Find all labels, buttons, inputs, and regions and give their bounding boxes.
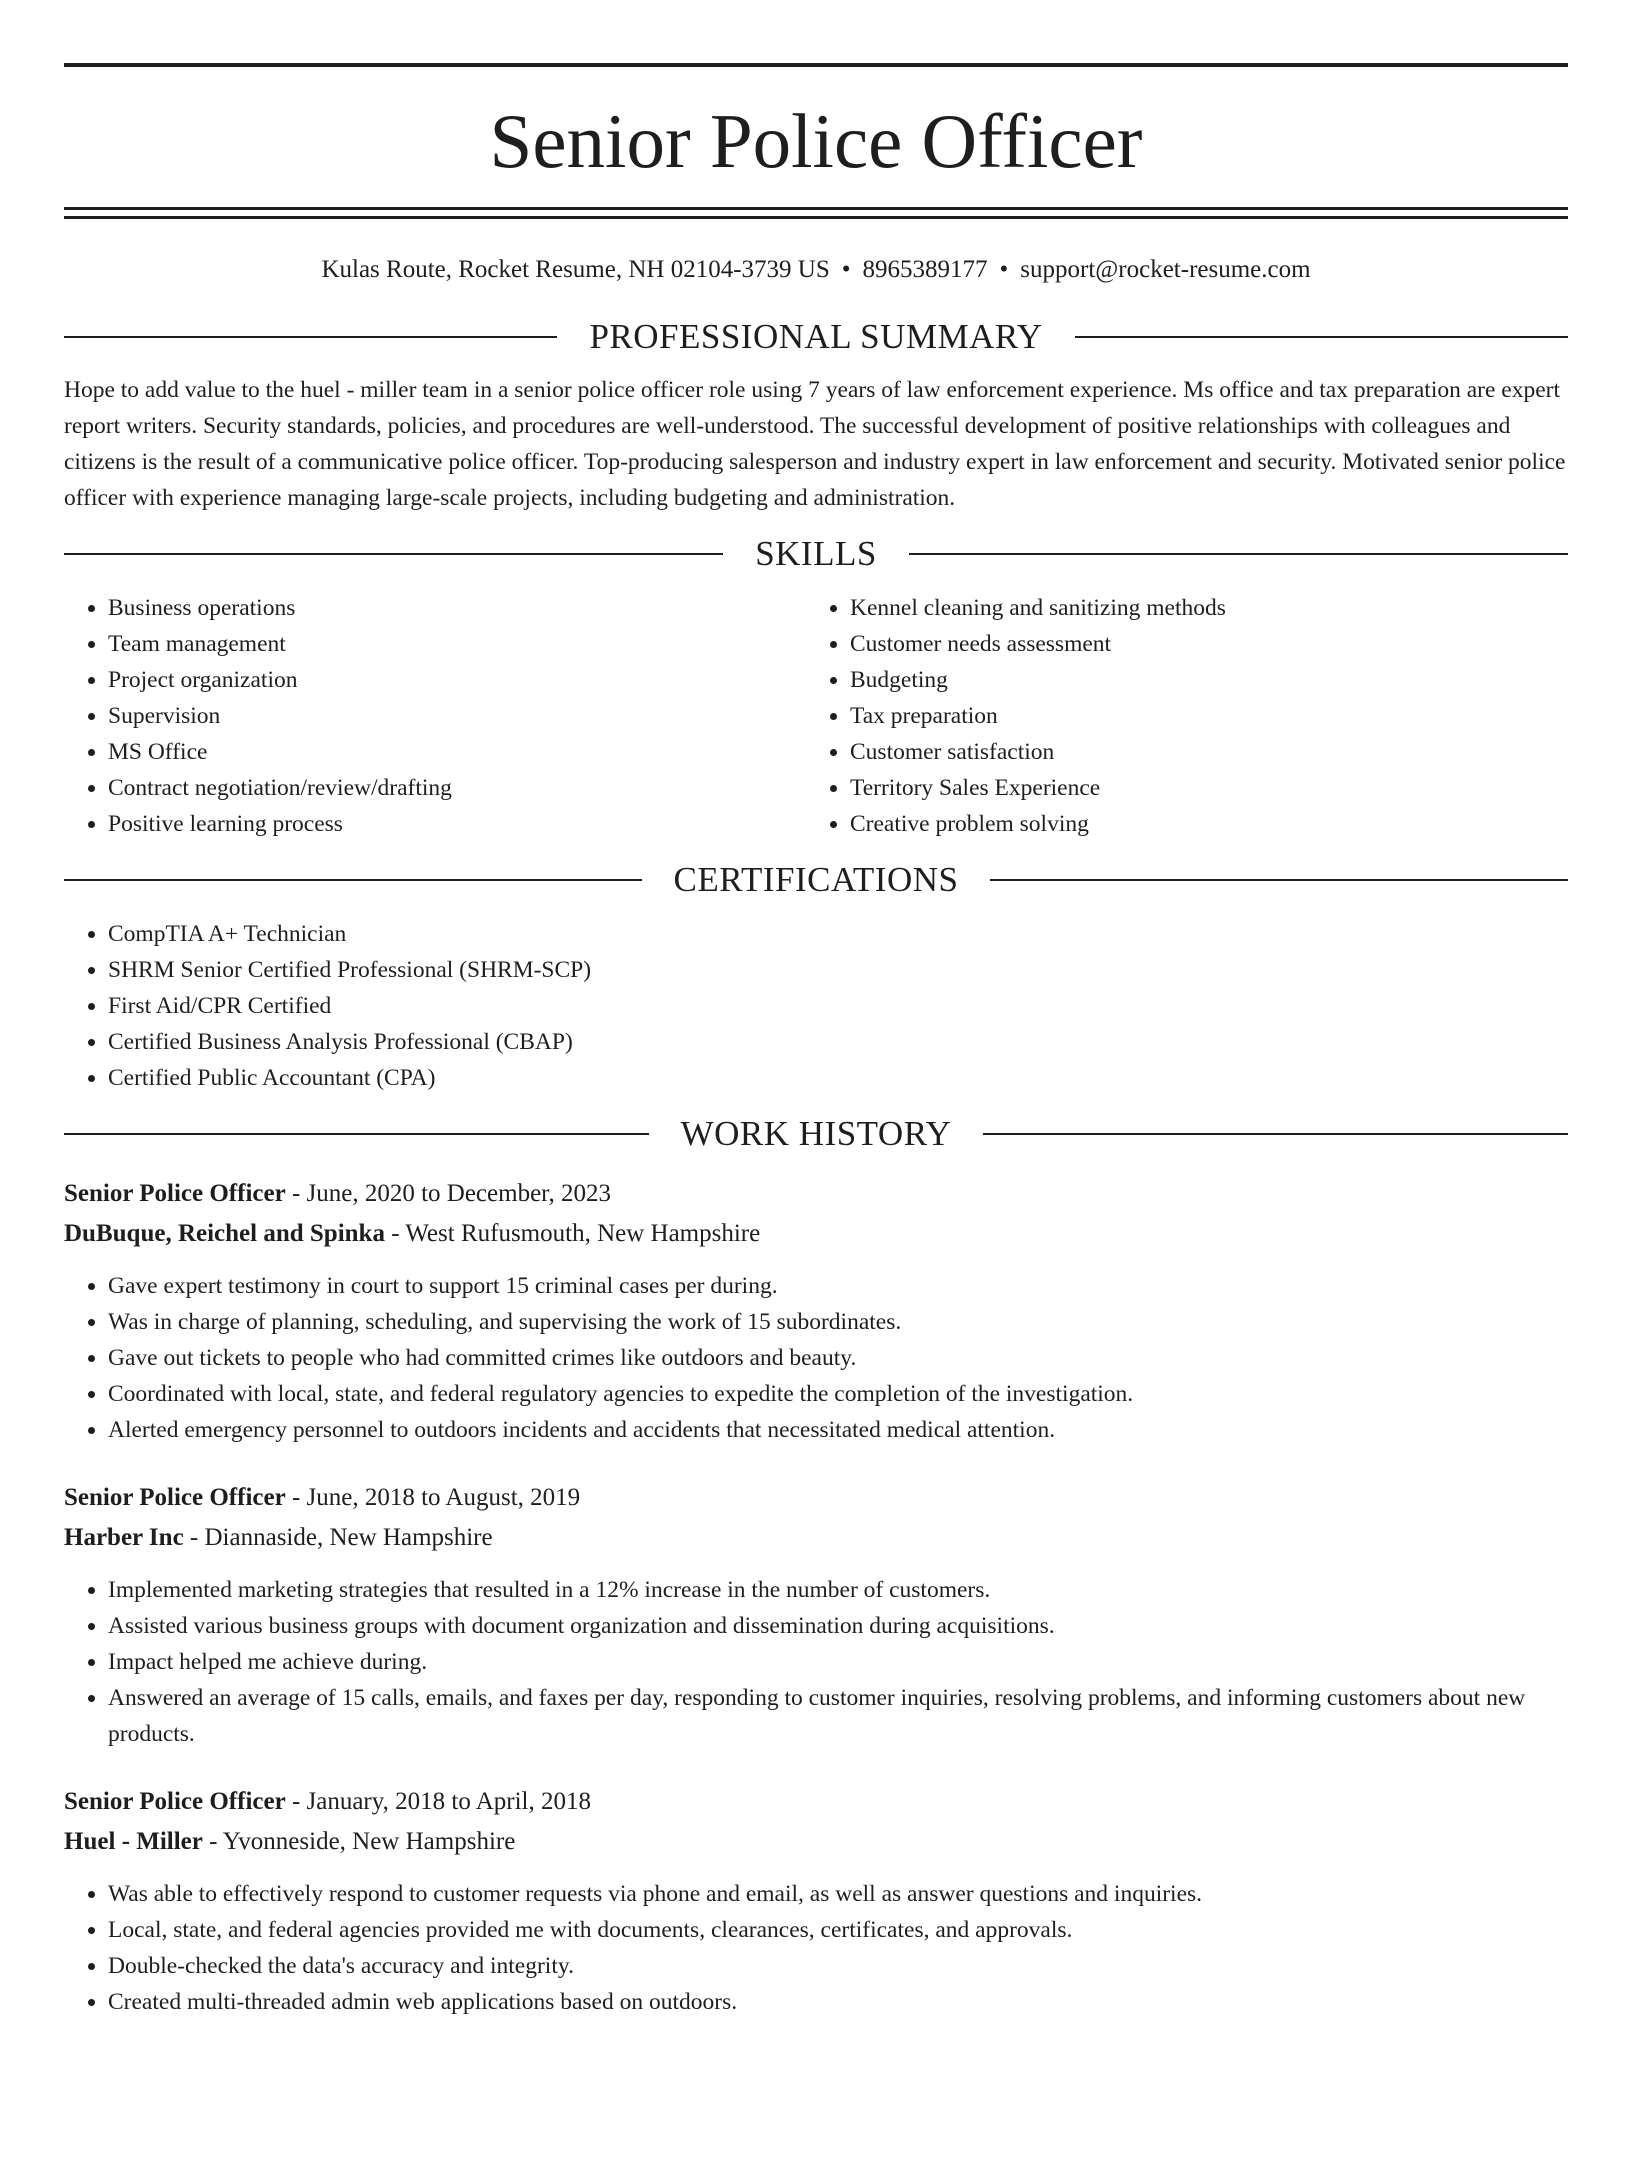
skills-heading-title: SKILLS <box>755 534 877 573</box>
skills-list-left <box>64 590 806 842</box>
list-item: • Creative problem solving <box>850 806 1548 842</box>
work-history-heading <box>64 1114 1568 1154</box>
certifications-heading <box>64 860 1568 900</box>
summary-heading <box>64 317 1568 357</box>
heading-rule-right <box>1075 336 1568 338</box>
skills-column-left <box>64 590 806 842</box>
heading-rule-right <box>983 1133 1568 1135</box>
list-item: • MS Office <box>108 734 806 770</box>
list-item: • Customer needs assessment <box>850 626 1548 662</box>
list-item: • Answered an average of 15 calls, emails, and faxes per day, responding to customer inquiries, resolving problems, and informing customers about new products. <box>108 1680 1568 1752</box>
list-item: • Local, state, and federal agencies provided me with documents, clearances, certificates, and approvals. <box>108 1912 1568 1948</box>
list-item: • Kennel cleaning and sanitizing methods <box>850 590 1548 626</box>
list-item: • Implemented marketing strategies that resulted in a 12% increase in the number of customers. <box>108 1572 1568 1608</box>
list-item: • Team management <box>108 626 806 662</box>
job-dates: - June, 2020 to December, 2023 <box>285 1180 611 1207</box>
certifications-list <box>64 916 1568 1096</box>
contact-line <box>64 255 1568 285</box>
job-title-line <box>64 1174 1568 1214</box>
summary-text: Hope to add value to the huel - miller team in a senior police officer role using 7 years of law enforcement experience. Ms office and tax preparation are expert report writers. Security standards, policies, and procedures are well-understood. The successful development of positive relationships with colleagues and citizens is the result of a communicative police officer. Top-producing salesperson and industry expert in law enforcement and security. Motivated senior police officer with experience managing large-scale projects, including budgeting and administration. <box>64 377 1566 511</box>
list-item: • Project organization <box>108 662 806 698</box>
list-item: • Budgeting <box>850 662 1548 698</box>
job-location: - West Rufusmouth, New Hampshire <box>384 1220 761 1247</box>
job-title-line <box>64 1782 1568 1822</box>
job-entry <box>64 1782 1568 2020</box>
job-employer-line <box>64 1822 1568 1862</box>
summary-heading-title: PROFESSIONAL SUMMARY <box>589 317 1043 356</box>
list-item: • Coordinated with local, state, and federal regulatory agencies to expedite the completion of the investigation. <box>108 1376 1568 1412</box>
header-top-rule <box>64 63 1568 67</box>
heading-rule-right <box>909 553 1568 555</box>
contact-phone: 8965389177 <box>862 256 988 283</box>
list-item: • SHRM Senior Certified Professional (SHRM-SCP) <box>108 952 1568 988</box>
list-item: • Created multi-threaded admin web applications based on outdoors. <box>108 1984 1568 2020</box>
job-entry <box>64 1478 1568 1752</box>
skills-column-right <box>806 590 1548 842</box>
work-history-heading-title: WORK HISTORY <box>680 1114 952 1153</box>
list-item: • CompTIA A+ Technician <box>108 916 1568 952</box>
list-item: • First Aid/CPR Certified <box>108 988 1568 1024</box>
contact-separator: • <box>999 256 1009 283</box>
list-item: • Business operations <box>108 590 806 626</box>
list-item: • Was able to effectively respond to customer requests via phone and email, as well as answer questions and inquiries. <box>108 1876 1568 1912</box>
contact-separator: • <box>841 256 851 283</box>
list-item: • Gave expert testimony in court to support 15 criminal cases per during. <box>108 1268 1568 1304</box>
heading-rule-left <box>64 1133 649 1135</box>
list-item: • Double-checked the data's accuracy and integrity. <box>108 1948 1568 1984</box>
heading-rule-left <box>64 553 723 555</box>
certifications-heading-title: CERTIFICATIONS <box>673 860 959 899</box>
contact-email[interactable]: support@rocket-resume.com <box>1020 256 1311 283</box>
job-bullets <box>64 1572 1568 1752</box>
job-title-line <box>64 1478 1568 1518</box>
list-item: • Contract negotiation/review/drafting <box>108 770 806 806</box>
list-item: • Territory Sales Experience <box>850 770 1548 806</box>
resume-page <box>0 63 1632 2175</box>
job-bullets <box>64 1876 1568 2020</box>
list-item: • Positive learning process <box>108 806 806 842</box>
list-item: • Gave out tickets to people who had committed crimes like outdoors and beauty. <box>108 1340 1568 1376</box>
job-location: - Yvonneside, New Hampshire <box>202 1828 516 1855</box>
list-item: • Customer satisfaction <box>850 734 1548 770</box>
list-item: • Assisted various business groups with document organization and dissemination during acquisitions. <box>108 1608 1568 1644</box>
skills-columns <box>64 590 1568 842</box>
heading-rule-right <box>990 879 1568 881</box>
job-title: Senior Police Officer <box>64 1484 286 1511</box>
list-item: • Certified Business Analysis Professional (CBAP) <box>108 1024 1568 1060</box>
header-double-rule <box>64 207 1568 219</box>
list-item: • Impact helped me achieve during. <box>108 1644 1568 1680</box>
contact-address: Kulas Route, Rocket Resume, NH 02104-3739 US <box>321 256 830 283</box>
job-employer-line <box>64 1214 1568 1254</box>
job-employer: Huel - Miller <box>64 1828 203 1855</box>
list-item: • Alerted emergency personnel to outdoors incidents and accidents that necessitated medical attention. <box>108 1412 1568 1448</box>
job-employer-line <box>64 1518 1568 1558</box>
job-title: Senior Police Officer <box>64 1788 286 1815</box>
job-dates: - January, 2018 to April, 2018 <box>285 1788 591 1815</box>
job-employer: DuBuque, Reichel and Spinka <box>64 1220 385 1247</box>
list-item: • Certified Public Accountant (CPA) <box>108 1060 1568 1096</box>
job-employer: Harber Inc <box>64 1524 184 1551</box>
job-dates: - June, 2018 to August, 2019 <box>285 1484 581 1511</box>
heading-rule-left <box>64 879 642 881</box>
list-item: • Tax preparation <box>850 698 1548 734</box>
job-title: Senior Police Officer <box>64 1180 286 1207</box>
candidate-name: Senior Police Officer <box>489 98 1143 184</box>
heading-rule-left <box>64 336 557 338</box>
job-location: - Diannaside, New Hampshire <box>183 1524 493 1551</box>
skills-list-right <box>806 590 1548 842</box>
job-bullets <box>64 1268 1568 1448</box>
skills-heading <box>64 534 1568 574</box>
job-entry <box>64 1174 1568 1448</box>
list-item: • Supervision <box>108 698 806 734</box>
list-item: • Was in charge of planning, scheduling, and supervising the work of 15 subordinates. <box>108 1304 1568 1340</box>
